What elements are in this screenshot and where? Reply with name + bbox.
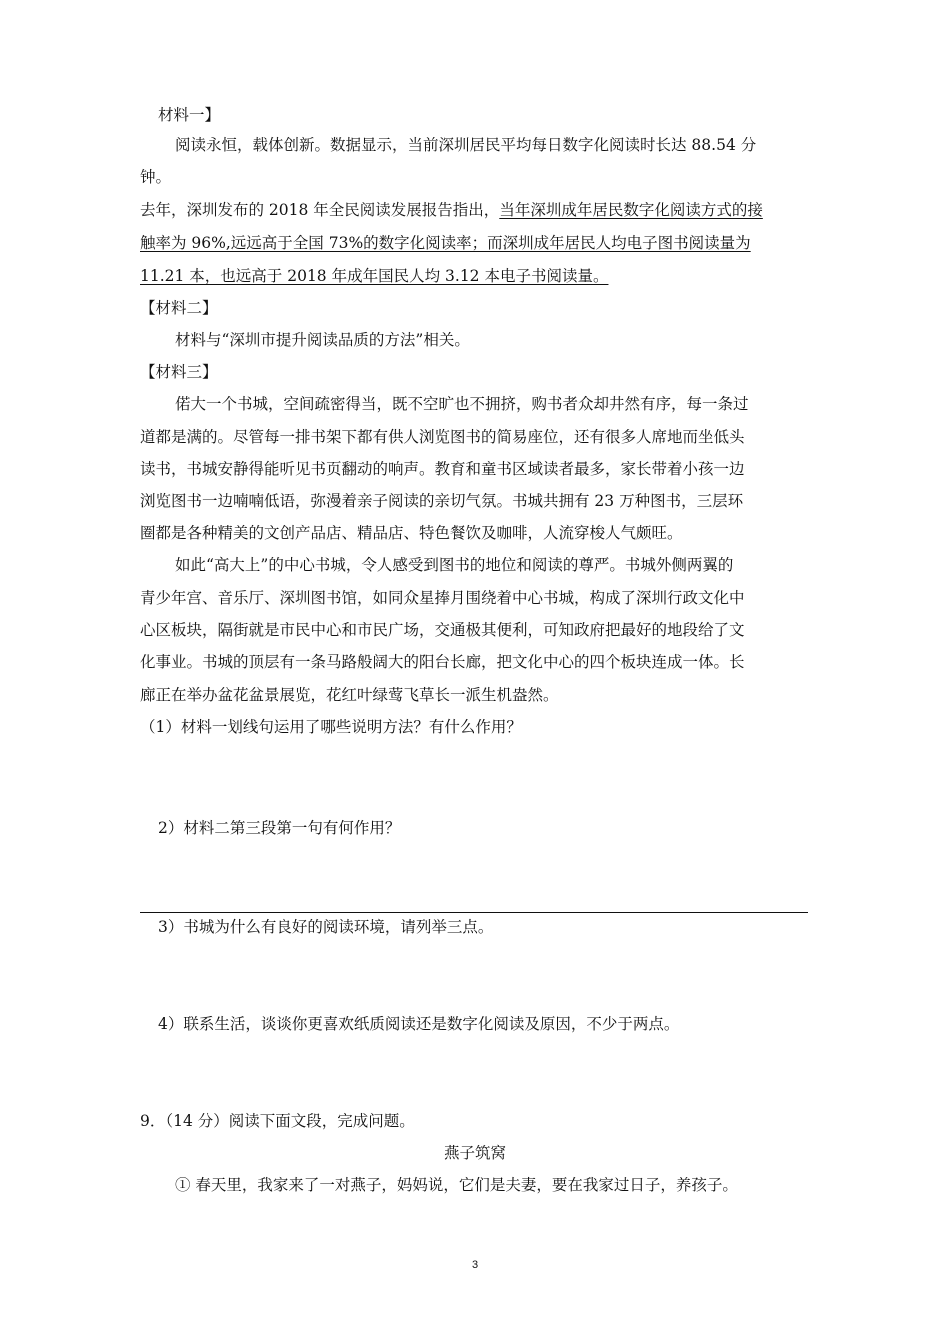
passage-title: 燕子筑窝	[443, 1144, 506, 1162]
material1-underlined-sentence: 当年深圳成年居民数字化阅读方式的接	[499, 201, 763, 219]
material3-p2-line2: 青少年宫、音乐厅、深圳图书馆，如同众星捧月围绕着中心书城，构成了深圳行政文化中	[140, 589, 745, 607]
material3-p2-line3: 心区板块，隔街就是市民中心和市民广场，交通极其便利，可知政府把最好的地段给了文	[140, 621, 745, 639]
material3-p1-line3: 读书，书城安静得能听见书页翻动的响声。教育和童书区域读者最多，家长带着小孩一边	[140, 460, 745, 478]
material1-paragraph2-line3: 11.21 本，也远高于 2018 年成年国民人均 3.12 本电子书阅读量。	[140, 267, 609, 285]
material3-p2-line4: 化事业。书城的顶层有一条马路般阔大的阳台长廊，把文化中心的四个板块连成一体。长	[140, 653, 745, 671]
material3-p1-line5: 圈都是各种精美的文创产品店、精品店、特色餐饮及咖啡，人流穿梭人气颇旺。	[140, 524, 683, 542]
material3-p2-line5: 廊正在举办盆花盆景展览，花红叶绿莺飞草长一派生机盎然。	[140, 686, 559, 704]
material3-p2-line1: 如此“高大上”的中心书城，令人感受到图书的地位和阅读的尊严。书城外侧两翼的	[175, 556, 734, 574]
passage-paragraph-1: ① 春天里，我家来了一对燕子，妈妈说，它们是夫妻，要在我家过日子，养孩子。	[175, 1176, 738, 1194]
page-number: 3	[471, 1259, 479, 1271]
question-4: 4）联系生活，谈谈你更喜欢纸质阅读还是数字化阅读及原因，不少于两点。	[158, 1015, 680, 1033]
material1-paragraph2-line1	[140, 199, 763, 221]
material3-p1-line1: 偌大一个书城，空间疏密得当，既不空旷也不拥挤，购书者众却井然有序，每一条过	[175, 395, 749, 413]
question-1: （1）材料一划线句运用了哪些说明方法？有什么作用？	[140, 718, 522, 736]
question-9-intro: 9．（14 分）阅读下面文段，完成问题。	[140, 1112, 415, 1130]
question-3: 3）书城为什么有良好的阅读环境，请列举三点。	[158, 918, 494, 936]
material3-p1-line2: 道都是满的。尽管每一排书架下都有供人浏览图书的简易座位，还有很多人席地而坐低头	[140, 428, 745, 446]
material1-paragraph2-line2: 触率为 96%,远远高于全国 73%的数字化阅读率；而深圳成年居民人均电子图书阅读量为	[140, 234, 751, 252]
material1-paragraph1-line2: 钟。	[140, 168, 172, 186]
material2-heading: 【材料二】	[140, 299, 218, 317]
answer-divider-line	[140, 912, 808, 913]
material1-paragraph1-line1: 阅读永恒，载体创新。数据显示，当前深圳居民平均每日数字化阅读时长达 88.54 分	[175, 136, 757, 154]
question-2: 2）材料二第三段第一句有何作用？	[158, 819, 401, 837]
material1-plain-text: 去年，深圳发布的 2018 年全民阅读发展报告指出，	[140, 201, 500, 219]
material3-heading: 【材料三】	[140, 363, 218, 381]
material1-heading: 材料一】	[158, 106, 221, 124]
material3-p1-line4: 浏览图书一边喃喃低语，弥漫着亲子阅读的亲切气氛。书城共拥有 23 万种图书，三层环	[140, 492, 744, 510]
material2-paragraph: 材料与“深圳市提升阅读品质的方法”相关。	[175, 331, 470, 349]
